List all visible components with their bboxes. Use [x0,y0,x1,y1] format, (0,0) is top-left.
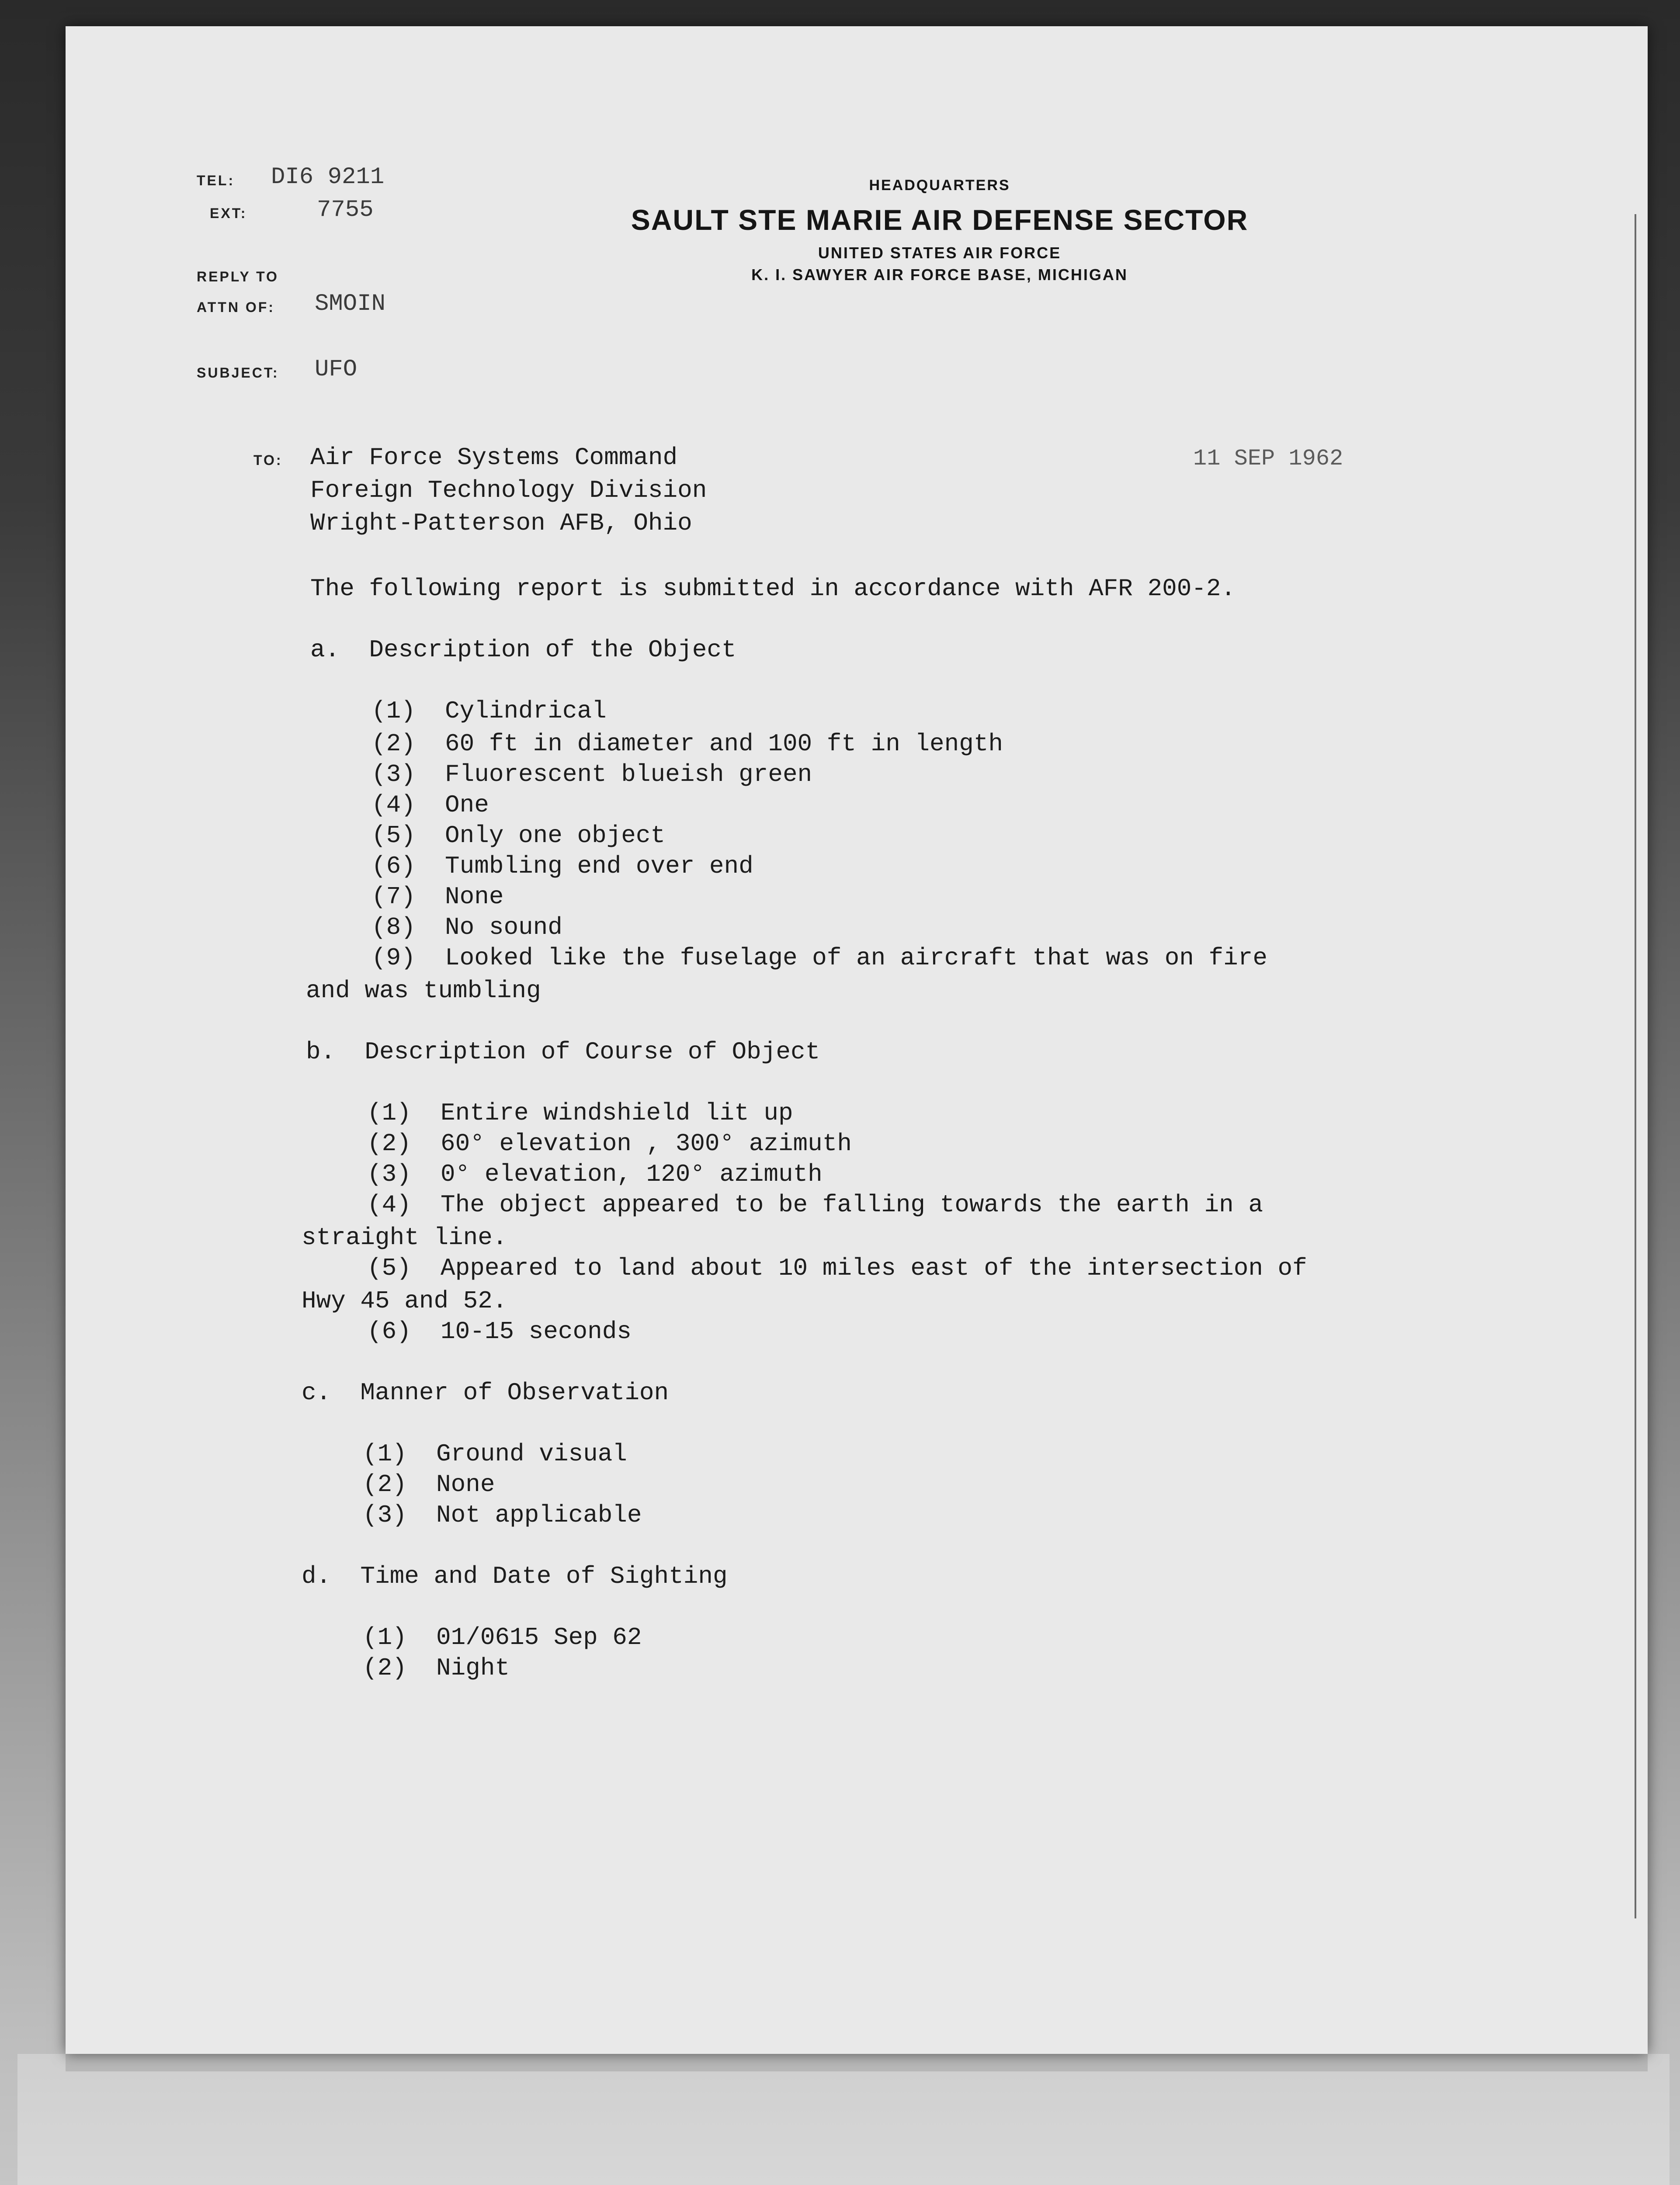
section-b-heading: b. Description of Course of Object [306,1038,820,1066]
section-b-item: (4) The object appeared to be falling towards the earth in a [367,1191,1263,1219]
table-surface [17,2054,1670,2185]
section-d-heading: d. Time and Date of Sighting [302,1562,728,1590]
section-a-item: (4) One [371,791,489,819]
section-d-item: (2) Night [363,1654,510,1682]
letterhead-usaf: UNITED STATES AIR FORCE [818,244,1062,262]
section-b-item: (5) Appeared to land about 10 miles east of the intersection of [367,1254,1307,1282]
section-b-item: (6) 10-15 seconds [367,1318,632,1346]
subject-label: SUBJECT: [197,365,279,381]
section-a-item: (1) Cylindrical [371,697,607,725]
section-a-item: (7) None [371,883,504,911]
section-b-item-continuation: Hwy 45 and 52. [302,1287,507,1315]
section-b-item: (2) 60° elevation , 300° azimuth [367,1130,852,1158]
section-b-item: (1) Entire windshield lit up [367,1099,793,1127]
letterhead-sector: SAULT STE MARIE AIR DEFENSE SECTOR [631,204,1249,236]
section-c-item: (3) Not applicable [363,1501,642,1529]
section-c-heading: c. Manner of Observation [302,1379,669,1407]
attn-label: ATTN OF: [197,299,275,315]
section-a-item: (3) Fluorescent blueish green [371,760,812,788]
to-line-1: Air Force Systems Command [310,444,678,472]
section-b-item: (3) 0° elevation, 120° azimuth [367,1160,823,1188]
section-c-item: (2) None [363,1471,495,1498]
section-a-item: (9) Looked like the fuselage of an aircraft that was on fire [371,944,1267,972]
page-edge-line [1635,214,1636,1918]
to-line-2: Foreign Technology Division [310,476,707,504]
ext-value: 7755 [317,197,374,223]
document-page [66,26,1648,2054]
date-stamp: 11 SEP 1962 [1193,446,1343,472]
letterhead-base: K. I. SAWYER AIR FORCE BASE, MICHIGAN [751,266,1128,284]
section-c-item: (1) Ground visual [363,1440,627,1468]
section-a-item-continuation: and was tumbling [306,977,541,1005]
to-line-3: Wright-Patterson AFB, Ohio [310,509,692,537]
tel-label: TEL: [197,173,235,188]
to-label: TO: [253,452,283,468]
section-a-item: (2) 60 ft in diameter and 100 ft in length [371,730,1003,758]
section-d-item: (1) 01/0615 Sep 62 [363,1623,642,1651]
letterhead-hq: HEADQUARTERS [869,177,1010,194]
reply-to-label: REPLY TO [197,269,279,284]
subject-value: UFO [315,356,358,383]
section-a-item: (5) Only one object [371,822,666,850]
section-b-item-continuation: straight line. [302,1224,507,1252]
tel-value: DI6 9211 [271,164,385,191]
ext-label: EXT: [210,205,247,221]
section-a-item: (8) No sound [371,913,562,941]
section-a-heading: a. Description of the Object [310,636,736,664]
section-a-item: (6) Tumbling end over end [371,852,753,880]
attn-value: SMOIN [315,291,386,317]
intro-paragraph: The following report is submitted in accordance with AFR 200-2. [310,575,1236,603]
